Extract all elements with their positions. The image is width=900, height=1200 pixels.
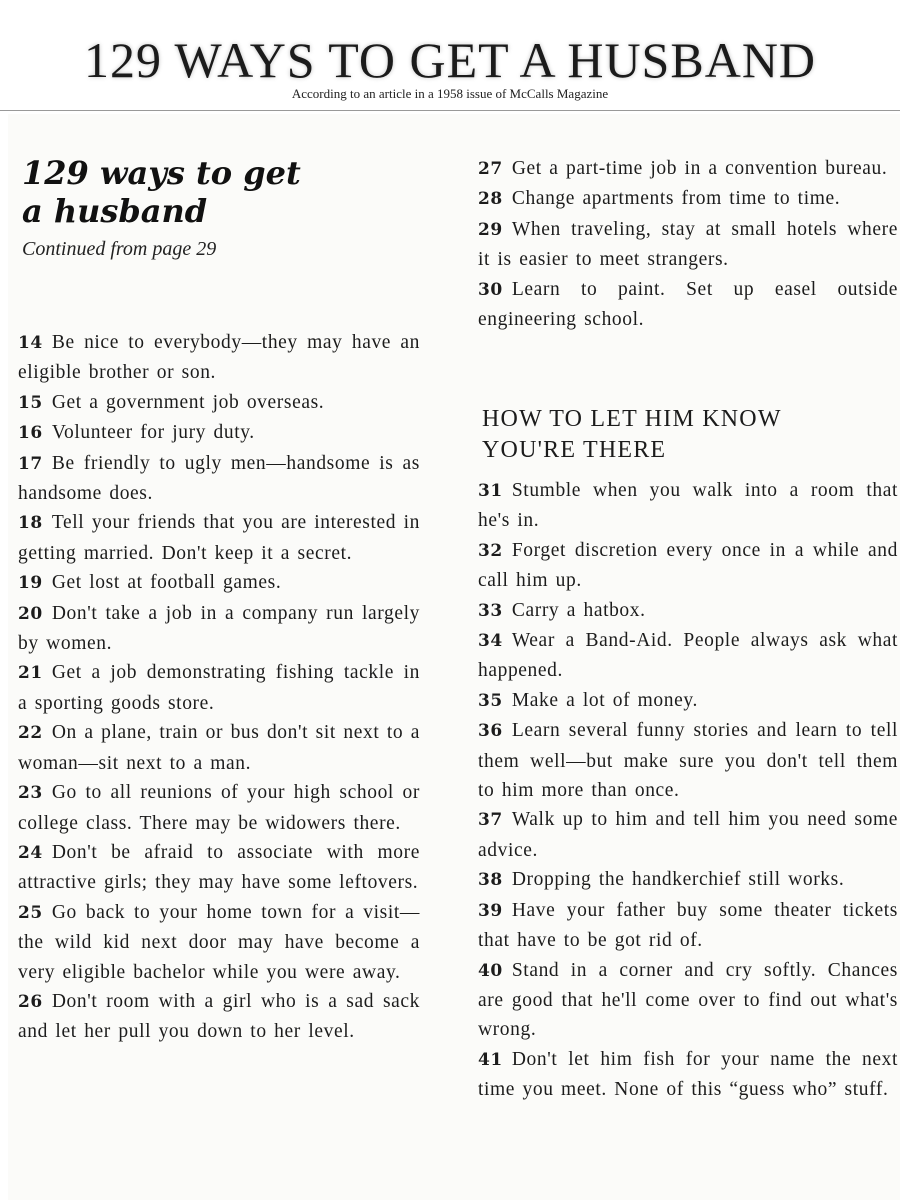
item-text: Don't be afraid to associate with more attractive girls; they may have some leftovers.: [18, 841, 420, 894]
item-text: Get a government job overseas.: [51, 391, 325, 413]
list-item: [18, 599, 420, 659]
list-item: [18, 718, 420, 778]
list-item: [478, 1045, 898, 1105]
list-item: [478, 215, 898, 275]
list-item: [478, 896, 898, 956]
item-number: 35: [478, 690, 503, 711]
list-item: [18, 388, 420, 418]
item-text: Learn several funny stories and learn to tell them well—but make sure you don't tell them to him more than once.: [478, 720, 898, 802]
page-header: [0, 0, 900, 112]
magazine-clipping: [8, 114, 900, 1200]
item-number: 18: [18, 513, 43, 534]
item-text: Be nice to everybody—they may have an eligible brother or son.: [18, 332, 420, 384]
list-item: [18, 508, 420, 568]
item-text: Don't room with a girl who is a sad sack and let her pull you down to her level.: [18, 990, 420, 1043]
continued-note: Continued from page 29: [22, 238, 217, 260]
item-text: On a plane, train or bus don't sit next to a woman—sit next to a man.: [18, 722, 420, 774]
item-number: 14: [18, 333, 43, 353]
list-item: [478, 805, 898, 865]
item-text: Get lost at football games.: [51, 572, 282, 594]
right-item-list-bottom: [478, 476, 898, 1105]
list-item: [478, 476, 898, 536]
left-item-list: [18, 328, 420, 1047]
item-text: Don't let him fish for your name the next time you meet. None of this “guess who” stuff.: [478, 1048, 898, 1101]
article-title: [22, 154, 422, 230]
item-number: 41: [478, 1049, 503, 1070]
item-number: 39: [478, 900, 503, 921]
list-item: [478, 536, 898, 596]
item-text: Go back to your home town for a visit—the wild kid next door may have become a very eligible bachelor while you were away.: [18, 901, 420, 983]
item-text: Stumble when you walk into a room that he's in.: [478, 480, 898, 532]
item-text: Tell your friends that you are interested in getting married. Don't keep it a secret.: [18, 512, 420, 564]
item-number: 34: [478, 631, 503, 652]
item-number: 16: [18, 423, 43, 444]
item-text: Stand in a corner and cry softly. Chances are good that he'll come over to find out what's wrong.: [478, 959, 898, 1041]
list-item: [478, 626, 898, 686]
item-text: Wear a Band-Aid. People always ask what happened.: [478, 630, 898, 682]
item-text: Learn to paint. Set up easel outside engineering school.: [478, 278, 898, 331]
item-number: 25: [18, 902, 43, 923]
item-text: Go to all reunions of your high school or college class. There may be widowers there.: [18, 782, 420, 834]
item-text: Change apartments from time to time.: [511, 188, 841, 210]
list-item: [18, 778, 420, 838]
list-item: [478, 686, 898, 716]
item-text: Walk up to him and tell him you need some advice.: [478, 809, 898, 861]
list-item: [478, 596, 898, 626]
list-item: [18, 987, 420, 1047]
list-item: [18, 838, 420, 898]
list-item: [18, 449, 420, 509]
item-number: 32: [478, 540, 503, 561]
section-heading: HOW TO LET HIM KNOW YOU'RE THERE: [482, 406, 782, 463]
item-text: Get a job demonstrating fishing tackle in a sporting goods store.: [18, 662, 420, 714]
list-item: [478, 275, 898, 335]
item-number: 19: [18, 573, 43, 594]
list-item: [18, 328, 420, 388]
item-number: 37: [478, 810, 503, 831]
item-number: 15: [18, 392, 43, 413]
list-item: [18, 568, 420, 598]
article-title-line-2: a husband: [22, 192, 208, 230]
item-number: 33: [478, 600, 503, 621]
item-text: Make a lot of money.: [511, 689, 698, 711]
list-item: [478, 716, 898, 805]
item-number: 29: [478, 219, 503, 240]
item-text: Be friendly to ugly men—handsome is as handsome does.: [18, 452, 420, 505]
list-item: [18, 898, 420, 987]
item-number: 26: [18, 991, 43, 1012]
item-number: 22: [18, 723, 43, 744]
item-text: Volunteer for jury duty.: [51, 422, 255, 444]
item-number: 28: [478, 189, 503, 210]
list-item: [18, 658, 420, 718]
right-item-list-top: [478, 154, 898, 334]
item-number: 24: [18, 842, 43, 863]
page-subtitle: According to an article in a 1958 issue of McCalls Magazine: [291, 86, 609, 101]
header-divider: [0, 110, 900, 111]
item-number: 21: [18, 663, 43, 684]
item-text: Dropping the handkerchief still works.: [511, 869, 845, 891]
list-item: [478, 865, 898, 895]
item-number: 31: [478, 481, 503, 501]
list-item: [478, 154, 898, 184]
item-text: Carry a hatbox.: [511, 599, 646, 621]
item-number: 20: [18, 603, 43, 624]
item-number: 17: [18, 453, 43, 474]
item-number: 38: [478, 870, 503, 891]
item-number: 27: [478, 159, 503, 179]
item-text: When traveling, stay at small hotels where it is easier to meet strangers.: [478, 218, 898, 271]
list-item: [478, 184, 898, 214]
item-text: Forget discretion every once in a while and call him up.: [478, 539, 898, 592]
article-title-line-1: 129 ways to get: [22, 154, 301, 192]
item-text: Don't take a job in a company run largely by women.: [18, 602, 420, 655]
item-number: 40: [478, 960, 503, 981]
item-number: 23: [18, 783, 43, 804]
item-number: 30: [478, 279, 503, 300]
page-title: 129 WAYS TO GET A HUSBAND: [83, 32, 817, 88]
item-number: 36: [478, 721, 503, 742]
item-text: Get a part-time job in a convention bureau.: [511, 158, 888, 179]
list-item: [18, 418, 420, 448]
item-text: Have your father buy some theater tickets that have to be got rid of.: [478, 899, 898, 952]
list-item: [478, 956, 898, 1045]
